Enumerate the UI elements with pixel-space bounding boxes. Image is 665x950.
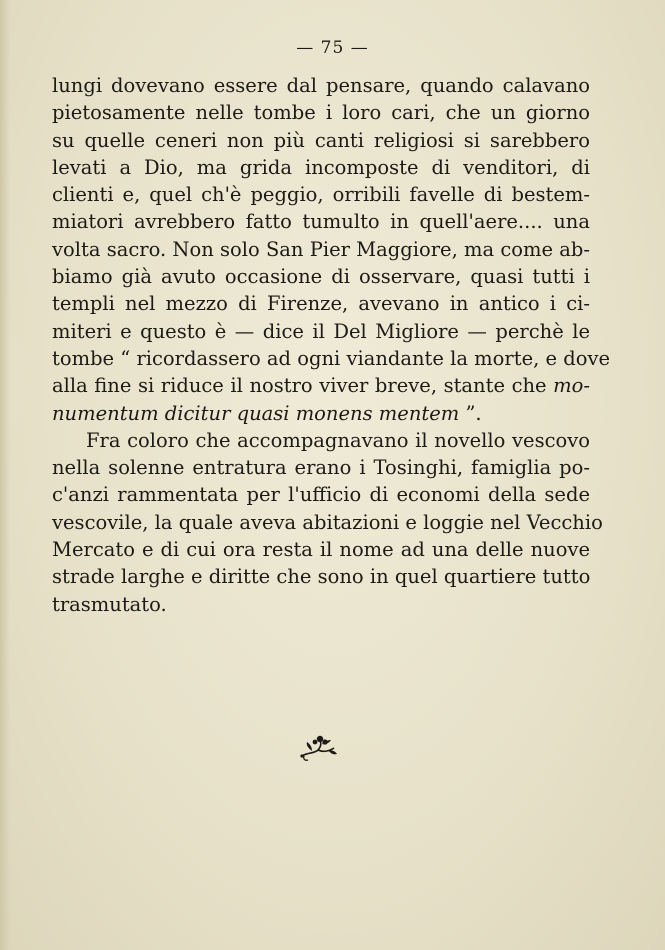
text-line-italic: numentum dicitur quasi monens mentem — [52, 401, 460, 425]
text-line-italic: mo- — [553, 374, 590, 398]
page-number: — 75 — — [296, 38, 369, 58]
text-line-mixed — [52, 372, 590, 399]
text-line: trasmutato. — [52, 592, 167, 616]
text-line: Mercato e di cui ora resta il nome ad una delle nuove — [52, 538, 590, 562]
text-line: volta sacro. Non solo San Pier Maggiore, ma come ab- — [52, 237, 590, 261]
text-line-mixed — [52, 400, 590, 427]
text-line: miteri e questo è — dice il Del Migliore — perchè le — [52, 319, 590, 343]
page-edge-shadow — [0, 0, 10, 950]
text-line-roman: alla fine si riduce il nostro viver breve, stante che — [52, 374, 547, 398]
text-line: vescovile, la quale aveva abitazioni e loggie nel Vecchio — [52, 510, 603, 534]
text-line: c'anzi rammentata per l'ufficio di economi della sede — [52, 483, 590, 507]
text-line: Fra coloro che accompagnavano il novello vescovo — [86, 428, 590, 452]
text-line: strade larghe e diritte che sono in quel quartiere tutto — [52, 565, 591, 589]
text-line: lungi dovevano essere dal pensare, quando calavano — [52, 74, 590, 97]
text-line: tombe “ ricordassero ad ogni viandante la morte, e dove — [52, 346, 611, 370]
text-line-roman: ”. — [459, 401, 482, 425]
text-line: templi nel mezzo di Firenze, avevano in antico i ci- — [52, 292, 590, 316]
text-line: biamo già avuto occasione di osservare, quasi tutti i — [52, 265, 590, 289]
text-line: su quelle ceneri non più canti religiosi si sarebbero — [52, 128, 590, 152]
text-line: miatori avrebbero fatto tumulto in quell'aere.... una — [52, 210, 590, 234]
body-text — [52, 72, 611, 618]
text-line: pietosamente nelle tombe i loro cari, che un giorno — [52, 101, 590, 125]
text-line: levati a Dio, ma grida incomposte di venditori, di — [52, 155, 590, 179]
text-line: nella solenne entratura erano i Tosinghi, famiglia po- — [52, 456, 590, 480]
text-line: clienti e, quel ch'è peggio, orribili favelle di bestem- — [52, 183, 590, 207]
floral-ornament-icon — [298, 732, 340, 764]
